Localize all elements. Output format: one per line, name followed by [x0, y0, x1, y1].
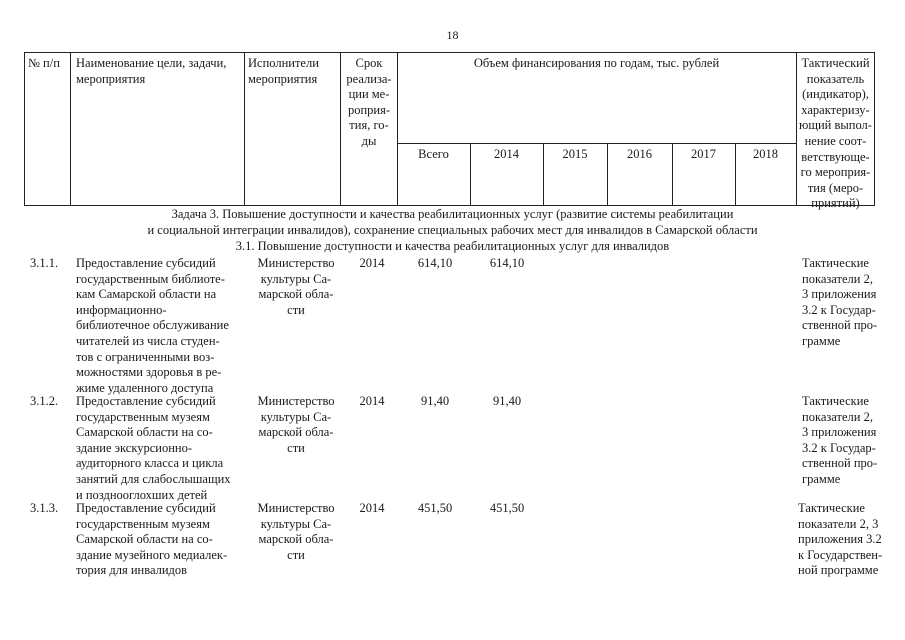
header-year-total: Всего [418, 147, 449, 161]
header-col-term: Срок реализа- ции ме- роприя- тия, го- ды [346, 56, 392, 148]
row-amount-2014: 91,40 [492, 394, 522, 408]
col-divider [70, 52, 71, 206]
row-executor: Министерство культуры Са- марской обла- сти [257, 394, 335, 455]
subsection-title: 3.1. Повышение доступности и качества реабилитационных услуг для инвалидов [235, 239, 670, 253]
row-executor: Министерство культуры Са- марской обла- сти [257, 256, 335, 317]
row-number: 3.1.2. [30, 394, 59, 408]
col-divider [874, 52, 875, 206]
row-activity-name: Предоставление субсидий государственным музеям Самарской области на со- здание экскурсионно- аудиторного класса и цикла занятий для слабослышащих и позднооглохших детей [76, 394, 231, 502]
row-term: 2014 [359, 394, 385, 408]
header-col-indicator: Тактический показатель (индикатор), характеризу- ющий выпол- нение соот- ветствующе- го мероприя- тия (меро- приятий) [799, 56, 872, 211]
header-col-executor: Исполнители мероприятия [248, 56, 319, 86]
row-indicator: Тактические показатели 2, 3 приложения 3.2 к Государствен- ной программе [798, 501, 883, 578]
page-number: 18 [446, 28, 459, 42]
task-title: Задача 3. Повышение доступности и качества реабилитационных услуг (развитие системы реабилитации и социальной интеграции инвалидов), сохранение специальных рабочих мест для инвалидов в Самарской области [147, 207, 758, 237]
row-number: 3.1.3. [30, 501, 59, 515]
row-total: 451,50 [417, 501, 453, 515]
row-term: 2014 [359, 501, 385, 515]
header-year: 2015 [562, 147, 588, 161]
row-executor: Министерство культуры Са- марской обла- сти [257, 501, 335, 562]
header-year: 2016 [627, 147, 652, 161]
header-year: 2017 [691, 147, 716, 161]
header-top-border [24, 52, 874, 53]
col-divider [244, 52, 245, 206]
row-indicator: Тактические показатели 2, 3 приложения 3.2 к Государ- ственной про- грамме [802, 256, 878, 348]
header-col-name: Наименование цели, задачи, мероприятия [76, 56, 227, 86]
header-year: 2018 [753, 147, 778, 161]
header-col-num: № п/п [28, 56, 60, 70]
row-amount-2014: 451,50 [489, 501, 525, 515]
col-divider [397, 52, 398, 206]
row-activity-name: Предоставление субсидий государственным музеям Самарской области на со- здание музейного медиалек- тория для инвалидов [76, 501, 228, 578]
header-col-funding: Объем финансирования по годам, тыс. рублей [473, 56, 720, 70]
header-bottom-border [24, 205, 874, 206]
col-divider [24, 52, 25, 206]
row-amount-2014: 614,10 [489, 256, 525, 270]
row-number: 3.1.1. [30, 256, 59, 270]
row-total: 91,40 [420, 394, 450, 408]
header-year: 2014 [494, 147, 519, 161]
row-term: 2014 [359, 256, 385, 270]
row-total: 614,10 [417, 256, 453, 270]
years-row-border [397, 143, 796, 144]
row-indicator: Тактические показатели 2, 3 приложения 3.2 к Государ- ственной про- грамме [802, 394, 878, 486]
row-activity-name: Предоставление субсидий государственным библиоте- кам Самарской области на информационно- библиотечное обслуживание читателей из числа студен- тов с ограниченными воз- можностями здоровья в ре- жиме удаленного доступа [76, 256, 229, 395]
